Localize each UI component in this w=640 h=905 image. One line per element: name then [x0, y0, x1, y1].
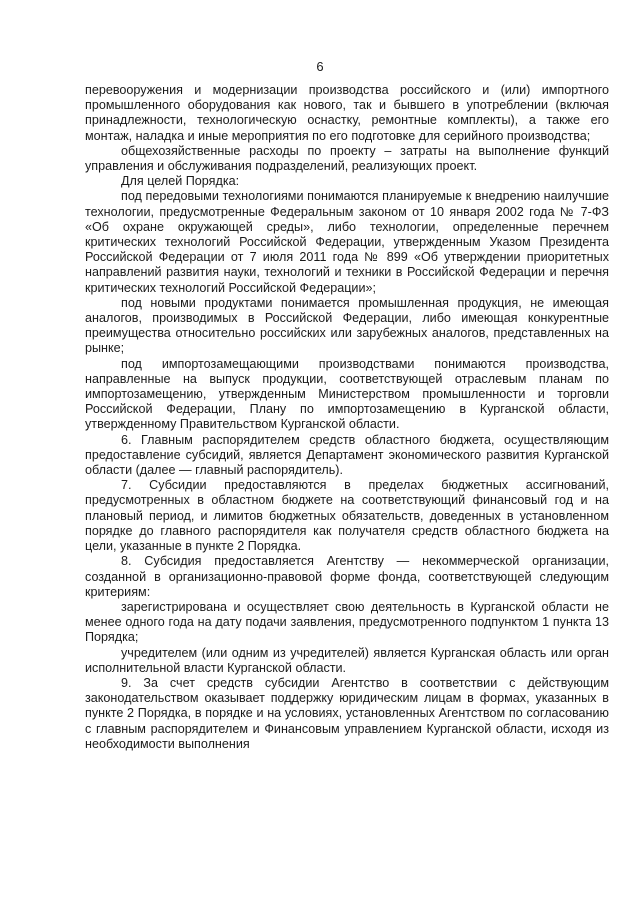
- page-number: 6: [316, 59, 324, 74]
- paragraph-1: перевооружения и модернизации производства российского и (или) импортного промышленного оборудования как нового, так и бывшего в употреблении (включая принадлежности, технологическую оснастку, ремонтные комплекты), а также его монтаж, наладка и иные мероприятия по его подготовке для серийного производства;: [85, 83, 609, 143]
- paragraph-12: 9. За счет средств субсидии Агентство в соответствии с действующим законодательством оказывает поддержку юридическим лицам в формах, указанных в пункте 2 Порядка, в порядке и на условиях, установленных Агентством по согласованию с главным распорядителем и Финансовым управлением Курганской области, исходя из необходимости выполнения: [85, 675, 609, 751]
- paragraph-4: под передовыми технологиями понимаются планируемые к внедрению наилучшие технологии, предусмотренные Федеральным законом от 10 января 2002 года № 7-ФЗ «Об охране окружающей среды», либо технологии, определенные перечнем критических технологий Российской Федерации, утвержденным Указом Президента Российской Федерации от 7 июля 2011 года № 899 «Об утверждении приоритетных направлений развития науки, технологий и техники в Российской Федерации и перечня критических технологий Российской Федерации»;: [85, 189, 609, 295]
- paragraph-5: под новыми продуктами понимается промышленная продукция, не имеющая аналогов, производимых в Российской Федерации, либо имеющая конкурентные преимущества относительно российских или зарубежных аналогов, представленных на рынке;: [85, 295, 609, 356]
- paragraph-2: общехозяйственные расходы по проекту – затраты на выполнение функций управления и обслуживания подразделений, реализующих проект.: [85, 143, 609, 174]
- paragraph-8: 7. Субсидии предоставляются в пределах бюджетных ассигнований, предусмотренных в областном бюджете на соответствующий финансовый год и на плановый период, и лимитов бюджетных обязательств, доведенных в установленном порядке до главного распорядителя как получателя средств областного бюджета на цели, указанные в пункте 2 Порядка.: [85, 478, 609, 554]
- paragraph-3: Для целей Порядка:: [121, 174, 240, 189]
- document-body: [85, 83, 609, 752]
- paragraph-6: под импортозамещающими производствами понимаются производства, направленные на выпуск продукции, соответствующей отраслевым планам по импортозамещению, утвержденным Министерством промышленности и торговли Российской Федерации, Плану по импортозамещению в Курганской области, утвержденному Правительством Курганской области.: [85, 356, 609, 432]
- paragraph-10: зарегистрирована и осуществляет свою деятельность в Курганской области не менее одного года на дату подачи заявления, предусмотренного подпунктом 1 пункта 13 Порядка;: [85, 599, 609, 645]
- paragraph-7: 6. Главным распорядителем средств областного бюджета, осуществляющим предоставление субсидий, является Департамент экономического развития Курганской области (далее — главный распорядитель).: [85, 432, 609, 478]
- paragraph-9: 8. Субсидия предоставляется Агентству — некоммерческой организации, созданной в организационно-правовой форме фонда, соответствующей следующим критериям:: [85, 554, 609, 599]
- paragraph-11: учредителем (или одним из учредителей) является Курганская область или орган исполнительной власти Курганской области.: [85, 645, 609, 675]
